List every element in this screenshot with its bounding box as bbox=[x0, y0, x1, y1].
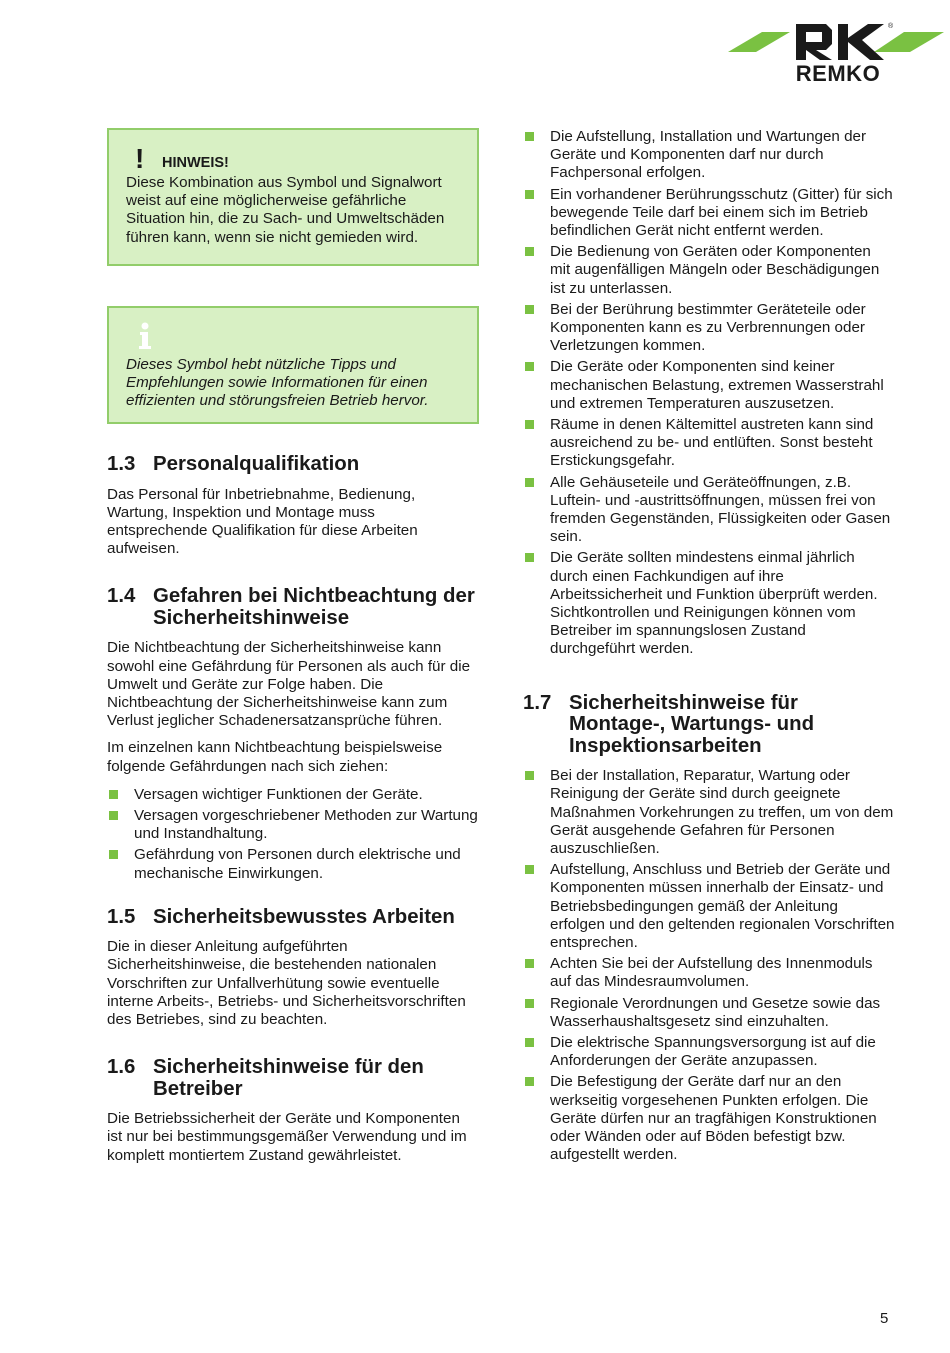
heading-1-5 bbox=[107, 907, 479, 929]
bullet-icon bbox=[525, 999, 534, 1008]
list-item: Die Aufstellung, Installation und Wartungen der Geräte und Komponenten darf nur durch Fachpersonal erfolgen. bbox=[523, 128, 895, 183]
list-item: Versagen wichtiger Funktionen der Geräte. bbox=[107, 786, 479, 804]
page-number: 5 bbox=[880, 1310, 889, 1327]
list-item: Ein vorhandener Berührungsschutz (Gitter) für sich bewegende Teile darf bei einem sich im Betrieb befindlichen Gerät nicht entfernt werden. bbox=[523, 186, 895, 241]
heading-number: 1.6 bbox=[107, 1056, 136, 1079]
paragraph-1-3: Das Personal für Inbetriebnahme, Bedienung, Wartung, Inspektion und Montage muss entsprechende Qualifikation für diese Arbeiten aufweisen. bbox=[107, 485, 418, 558]
list-item: Aufstellung, Anschluss und Betrieb der Geräte und Komponenten müssen innerhalb der Einsatz- und Betriebsbedingungen gemäß der Anleitung erfolgen und den geltenden regionalen Vorschriften entsprechen. bbox=[523, 861, 895, 952]
bullet-icon bbox=[525, 420, 534, 429]
hinweis-title: HINWEIS! bbox=[162, 155, 229, 171]
paragraph-1-6: Die Betriebssicherheit der Geräte und Komponenten ist nur bei bestimmungsgemäßer Verwendung und im komplett montiertem Zustand gewährleistet. bbox=[107, 1110, 467, 1164]
list-1-6 bbox=[523, 128, 895, 659]
bullet-icon bbox=[525, 190, 534, 199]
list-item: Bei der Installation, Reparatur, Wartung oder Reinigung der Geräte sind durch geeignete Maßnahmen Vorkehrungen zu treffen, um von dem Gerät ausgehende Gefahren für Personen auszuschließen. bbox=[523, 767, 895, 858]
heading-number: 1.4 bbox=[107, 585, 136, 608]
svg-text:®: ® bbox=[888, 23, 894, 30]
list-1-7 bbox=[523, 767, 895, 1164]
list-item: Die Geräte oder Komponenten sind keiner mechanischen Belastung, extremen Wasserstrahl und extremen Temperaturen auszusetzen. bbox=[523, 358, 895, 413]
heading-title: Sicherheitshinweise für den Betreiber bbox=[153, 1056, 424, 1100]
list-item: Bei der Berührung bestimmter Geräteteile oder Komponenten kann es zu Verbrennungen oder Verletzungen kommen. bbox=[523, 301, 895, 356]
list-1-4 bbox=[107, 786, 479, 883]
list-item: Alle Gehäuseteile und Geräteöffnungen, z.B. Luftein- und -austrittsöffnungen, müssen frei von fremden Gegenständen, Flüssigkeiten oder Gasen sein. bbox=[523, 474, 895, 547]
list-item: Die Bedienung von Geräten oder Komponenten mit augenfälligen Mängeln oder Beschädigungen ist zu unterlassen. bbox=[523, 243, 895, 298]
bullet-icon bbox=[525, 478, 534, 487]
paragraph-1-4-b: Im einzelnen kann Nichtbeachtung beispielsweise folgende Gefährdungen nach sich ziehen: bbox=[107, 739, 443, 775]
heading-title: Personalqualifikation bbox=[153, 453, 360, 475]
list-item: Die elektrische Spannungsversorgung ist auf die Anforderungen der Geräte anzupassen. bbox=[523, 1034, 895, 1070]
brand-name: REMKO bbox=[795, 61, 881, 86]
bullet-icon bbox=[525, 1077, 534, 1086]
list-item: Regionale Verordnungen und Gesetze sowie das Wasserhaushaltsgesetz sind einzuhalten. bbox=[523, 995, 895, 1031]
bullet-icon bbox=[525, 865, 534, 874]
info-icon bbox=[138, 322, 463, 356]
hinweis-box bbox=[107, 128, 479, 266]
bullet-icon bbox=[109, 850, 118, 859]
right-column bbox=[523, 128, 895, 1167]
heading-1-4 bbox=[107, 586, 479, 629]
info-box bbox=[107, 306, 479, 424]
bullet-icon bbox=[525, 305, 534, 314]
heading-1-3 bbox=[107, 454, 479, 476]
heading-number: 1.3 bbox=[107, 453, 136, 475]
heading-number: 1.5 bbox=[107, 905, 136, 928]
list-item: Gefährdung von Personen durch elektrische und mechanische Einwirkungen. bbox=[107, 846, 479, 882]
bullet-icon bbox=[525, 553, 534, 562]
list-item: Die Geräte sollten mindestens einmal jährlich durch einen Fachkundigen auf ihre Arbeitssicherheit und Funktion überprüft werden. Sichtkontrollen und Reinigungen können vom Betreiber im spannungslosen Zustand durchgeführt werden. bbox=[523, 549, 895, 658]
paragraph-1-5: Die in dieser Anleitung aufgeführten Sicherheitshinweise, die bestehenden nationalen Vorschriften zur Unfallverhütung sowie eventuelle interne Arbeits-, Betriebs- und Sicherheitsvorschriften des Betriebes, sind zu beachten. bbox=[107, 938, 466, 1029]
list-item: Achten Sie bei der Aufstellung des Innenmoduls auf das Mindesraumvolumen. bbox=[523, 955, 895, 991]
bullet-icon bbox=[525, 132, 534, 141]
exclamation-icon: ! bbox=[135, 143, 145, 174]
list-item: Räume in denen Kältemittel austreten kann sind ausreichend zu be- und entlüften. Sonst besteht Erstickungsgefahr. bbox=[523, 416, 895, 471]
bullet-icon bbox=[525, 1038, 534, 1047]
bullet-icon bbox=[525, 362, 534, 371]
remko-logo bbox=[728, 18, 944, 88]
heading-number: 1.7 bbox=[523, 691, 552, 714]
heading-title: Gefahren bei Nichtbeachtung der Sicherheitshinweise bbox=[153, 585, 475, 629]
hinweis-header bbox=[126, 143, 463, 174]
info-text: Dieses Symbol hebt nützliche Tipps und Empfehlungen sowie Informationen für einen effizienten und störungsfreien Betrieb hervor. bbox=[126, 356, 429, 410]
list-item: Die Befestigung der Geräte darf nur an den werkseitig vorgesehenen Punkten erfolgen. Die Geräte dürfen nur an tragfähigen Konstruktionen oder Wänden oder auf Böden befestigt bzw. aufgestellt werden. bbox=[523, 1073, 895, 1164]
left-column bbox=[107, 128, 479, 1165]
hinweis-text: Diese Kombination aus Symbol und Signalwort weist auf eine möglicherweise gefährliche Situation hin, die zu Sach- und Umweltschäden führen kann, wenn sie nicht gemieden wird. bbox=[126, 174, 445, 246]
bullet-icon bbox=[525, 771, 534, 780]
heading-title: Sicherheitshinweise für Montage-, Wartungs- und Inspektionsarbeiten bbox=[569, 691, 815, 757]
heading-title: Sicherheitsbewusstes Arbeiten bbox=[153, 905, 455, 928]
heading-1-7 bbox=[523, 693, 895, 758]
list-item: Versagen vorgeschriebener Methoden zur Wartung und Instandhaltung. bbox=[107, 807, 479, 843]
bullet-icon bbox=[525, 959, 534, 968]
bullet-icon bbox=[109, 790, 118, 799]
bullet-icon bbox=[525, 247, 534, 256]
bullet-icon bbox=[109, 811, 118, 820]
heading-1-6 bbox=[107, 1057, 479, 1100]
paragraph-1-4-a: Die Nichtbeachtung der Sicherheitshinweise kann sowohl eine Gefährdung für Personen als auch für die Umwelt und Geräte zur Folge haben. Die Nichtbeachtung der Sicherheitshinweise kann zum Verlust jeglicher Schadenersatzansprüche führen. bbox=[107, 639, 471, 730]
